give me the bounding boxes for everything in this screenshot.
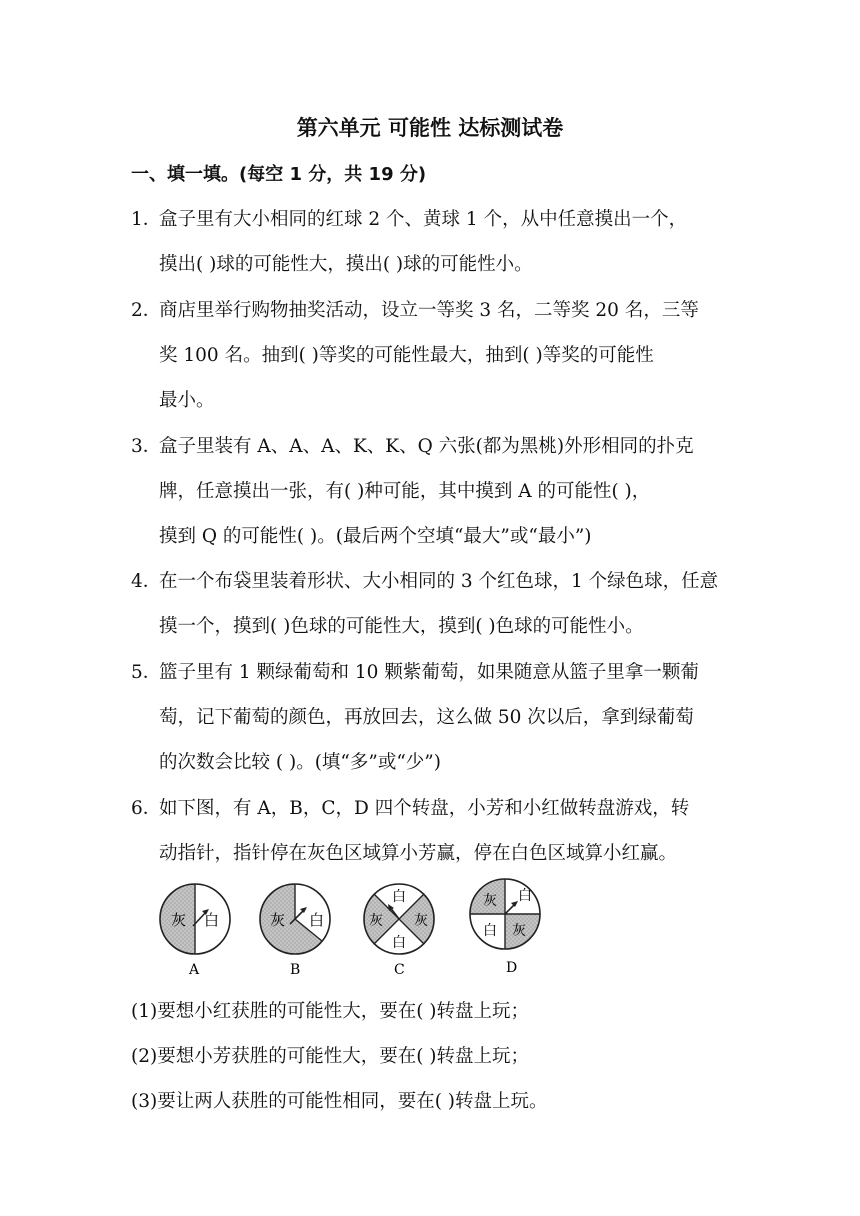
- subquestion-1: (1)要想小红获胜的可能性大，要在( )转盘上玩；: [131, 1001, 530, 1022]
- question-line: 奖 100 名。抽到( )等奖的可能性最大，抽到( )等奖的可能性: [159, 345, 654, 366]
- question-number: 2．: [131, 300, 162, 321]
- section-heading: 一、填一填。(每空 1 分，共 19 分): [131, 164, 427, 185]
- spinner-c-gray-label: 灰: [414, 913, 428, 929]
- question-line: 摸到 Q 的可能性( )。(最后两个空填“最大”或“最小”): [159, 526, 592, 547]
- spinner-b-white-label: 白: [309, 911, 325, 929]
- spinner-a: [160, 884, 230, 954]
- question-line: 在一个布袋里装着形状、大小相同的 3 个红色球，1 个绿色球，任意: [159, 571, 719, 592]
- spinner-b: [260, 884, 330, 954]
- question-line: 盒子里装有 A、A、A、K、K、Q 六张(都为黑桃)外形相同的扑克: [159, 436, 694, 457]
- spinner-d-white-label: 白: [518, 888, 532, 904]
- spinner-c-gray-label: 灰: [369, 913, 383, 929]
- question-number: 3．: [131, 436, 162, 457]
- question-number: 4．: [131, 571, 162, 592]
- spinner-d: [470, 879, 540, 949]
- question-line: 摸一个，摸到( )色球的可能性大，摸到( )色球的可能性小。: [159, 616, 644, 637]
- spinner-label-d: D: [506, 960, 518, 976]
- spinner-figure: [150, 874, 570, 984]
- question-line: 篮子里有 1 颗绿葡萄和 10 颗紫葡萄，如果随意从篮子里拿一颗葡: [159, 662, 699, 683]
- question-line: 萄，记下葡萄的颜色，再放回去，这么做 50 次以后，拿到绿葡萄: [159, 707, 694, 728]
- question-number: 5．: [131, 662, 162, 683]
- spinner-wheels-svg: [150, 874, 570, 984]
- spinner-d-gray-label: 灰: [483, 893, 497, 909]
- spinner-d-gray-label: 灰: [512, 923, 526, 939]
- question-line: 牌，任意摸出一张，有( )种可能，其中摸到 A 的可能性( )，: [159, 481, 651, 502]
- spinner-d-white-label: 白: [483, 923, 497, 939]
- question-line: 如下图，有 A，B，C，D 四个转盘，小芳和小红做转盘游戏，转: [159, 798, 690, 819]
- spinner-label-b: B: [290, 962, 301, 978]
- question-line: 商店里举行购物抽奖活动，设立一等奖 3 名，二等奖 20 名，三等: [159, 300, 699, 321]
- spinner-label-a: A: [189, 962, 200, 978]
- spinner-a-white-label: 白: [204, 911, 220, 929]
- subquestion-3: (3)要让两人获胜的可能性相同，要在( )转盘上玩。: [131, 1091, 548, 1112]
- question-line: 摸出( )球的可能性大，摸出( )球的可能性小。: [159, 254, 533, 275]
- spinner-c-white-label: 白: [392, 935, 406, 951]
- spinner-c: [363, 884, 434, 954]
- spinner-a-gray-label: 灰: [171, 911, 187, 929]
- question-line: 动指针，指针停在灰色区域算小芳赢，停在白色区域算小红赢。: [159, 843, 678, 864]
- question-line: 盒子里有大小相同的红球 2 个、黄球 1 个，从中任意摸出一个，: [159, 209, 688, 230]
- page-title: 第六单元 可能性 达标测试卷: [296, 116, 564, 140]
- spinner-b-gray-label: 灰: [270, 911, 286, 929]
- question-line: 的次数会比较 ( )。(填“多”或“少”): [159, 752, 441, 773]
- spinner-label-c: C: [394, 962, 405, 978]
- spinner-c-white-label: 白: [392, 889, 406, 905]
- question-number: 6．: [131, 798, 162, 819]
- question-line: 最小。: [159, 390, 215, 411]
- question-number: 1．: [131, 209, 162, 230]
- subquestion-2: (2)要想小芳获胜的可能性大，要在( )转盘上玩；: [131, 1046, 530, 1067]
